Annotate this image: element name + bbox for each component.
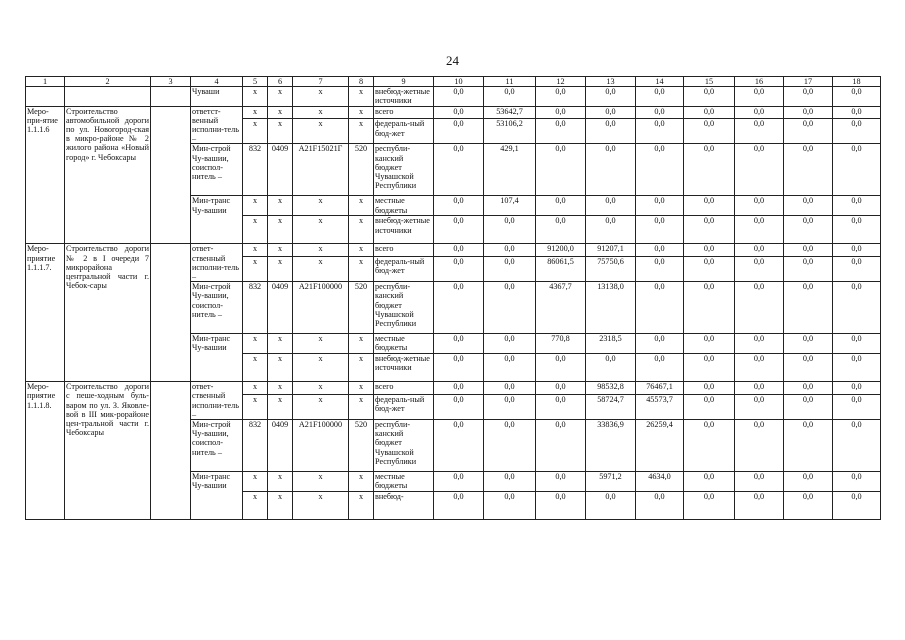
amount-cell: 0,0 (636, 119, 684, 144)
amount-cell: 0,0 (586, 87, 636, 106)
amount-cell: 4367,7 (536, 282, 586, 334)
section-cell: х (268, 334, 293, 354)
grbs-cell: х (243, 119, 268, 144)
amount-cell: 0,0 (434, 354, 484, 382)
amount-cell: 86061,5 (536, 257, 586, 282)
header-cell: 9 (374, 77, 434, 87)
section-cell: х (268, 382, 293, 395)
amount-cell: 0,0 (833, 106, 881, 119)
amount-cell: 0,0 (636, 354, 684, 382)
amount-cell: 76467,1 (636, 382, 684, 395)
target-article-cell: х (293, 244, 349, 257)
target-article-cell: А21F15021Г (293, 144, 349, 196)
funding-source-cell: местные бюджеты (374, 472, 434, 492)
amount-cell: 0,0 (684, 382, 735, 395)
header-cell: 8 (349, 77, 374, 87)
amount-cell: 0,0 (833, 282, 881, 334)
amount-cell: 53106,2 (484, 119, 536, 144)
amount-cell: 0,0 (684, 244, 735, 257)
amount-cell: 0,0 (484, 472, 536, 492)
amount-cell: 0,0 (636, 282, 684, 334)
header-cell: 11 (484, 77, 536, 87)
amount-cell: 0,0 (784, 119, 833, 144)
table-row (26, 382, 881, 395)
amount-cell: 0,0 (833, 492, 881, 520)
amount-cell: 0,0 (636, 216, 684, 244)
responsible-cell: Мин-транс Чу-вашии (191, 334, 243, 382)
amount-cell: 0,0 (484, 244, 536, 257)
section-cell: х (268, 106, 293, 119)
grbs-cell: х (243, 87, 268, 106)
event-cell: Меро-приятие 1.1.1.7. (26, 244, 65, 382)
expense-type-cell: х (349, 87, 374, 106)
funding-source-cell: внебюд-жетные источники (374, 216, 434, 244)
header-cell: 3 (151, 77, 191, 87)
grbs-cell: 832 (243, 282, 268, 334)
amount-cell: 0,0 (586, 119, 636, 144)
funding-source-cell: республи-канский бюджет Чувашской Республики (374, 144, 434, 196)
header-cell: 16 (735, 77, 784, 87)
header-cell: 5 (243, 77, 268, 87)
amount-cell: 0,0 (784, 420, 833, 472)
grbs-cell: 832 (243, 420, 268, 472)
table-row (26, 106, 881, 119)
amount-cell: 0,0 (735, 87, 784, 106)
amount-cell: 0,0 (434, 382, 484, 395)
amount-cell: 0,0 (434, 395, 484, 420)
amount-cell: 33836,9 (586, 420, 636, 472)
page-number: 24 (446, 53, 459, 68)
amount-cell: 0,0 (784, 472, 833, 492)
grbs-cell: х (243, 492, 268, 520)
amount-cell: 26259,4 (636, 420, 684, 472)
indicator-cell (151, 244, 191, 382)
amount-cell: 0,0 (684, 106, 735, 119)
event-cell (26, 87, 65, 106)
amount-cell: 91207,1 (586, 244, 636, 257)
funding-source-cell: внебюд- (374, 492, 434, 520)
amount-cell: 0,0 (735, 106, 784, 119)
amount-cell: 0,0 (536, 354, 586, 382)
amount-cell: 0,0 (684, 492, 735, 520)
expense-type-cell: 520 (349, 144, 374, 196)
target-article-cell: х (293, 492, 349, 520)
event-cell: Меро-приятие 1.1.1.8. (26, 382, 65, 520)
funding-source-cell: республи-канский бюджет Чувашской Республики (374, 420, 434, 472)
expense-type-cell: х (349, 492, 374, 520)
event-name-cell: Строительство автомобильной дороги по ул. Новогород-ская в микро-районе № 2 жилого района «Новый город» г. Чебоксары (65, 106, 151, 244)
expense-type-cell: х (349, 257, 374, 282)
amount-cell: 4634,0 (636, 472, 684, 492)
event-name-cell: Строительство дороги с пеше-ходным буль-варом по ул. З. Яковле-вой в III мик-рорайоне цен-тральной части г. Чебоксары (65, 382, 151, 520)
amount-cell: 0,0 (735, 382, 784, 395)
funding-source-cell: внебюд-жетные источники (374, 87, 434, 106)
amount-cell: 0,0 (735, 196, 784, 216)
amount-cell: 0,0 (735, 257, 784, 282)
expense-type-cell: 520 (349, 282, 374, 334)
amount-cell: 0,0 (434, 492, 484, 520)
header-cell: 7 (293, 77, 349, 87)
amount-cell: 0,0 (434, 196, 484, 216)
grbs-cell: х (243, 382, 268, 395)
header-row (26, 77, 881, 87)
funding-source-cell: местные бюджеты (374, 334, 434, 354)
amount-cell: 0,0 (536, 395, 586, 420)
amount-cell: 0,0 (833, 472, 881, 492)
indicator-cell (151, 87, 191, 106)
target-article-cell: х (293, 257, 349, 282)
amount-cell: 0,0 (684, 257, 735, 282)
amount-cell: 0,0 (833, 119, 881, 144)
amount-cell: 0,0 (735, 354, 784, 382)
amount-cell: 0,0 (434, 87, 484, 106)
target-article-cell: х (293, 395, 349, 420)
amount-cell: 0,0 (536, 420, 586, 472)
amount-cell: 0,0 (586, 144, 636, 196)
amount-cell: 0,0 (484, 257, 536, 282)
amount-cell: 0,0 (636, 334, 684, 354)
amount-cell: 0,0 (735, 472, 784, 492)
expense-type-cell: х (349, 106, 374, 119)
funding-source-cell: республи-канский бюджет Чувашской Республики (374, 282, 434, 334)
target-article-cell: х (293, 334, 349, 354)
amount-cell: 0,0 (684, 334, 735, 354)
target-article-cell: А21F100000 (293, 282, 349, 334)
expense-type-cell: х (349, 382, 374, 395)
grbs-cell: 832 (243, 144, 268, 196)
target-article-cell: х (293, 472, 349, 492)
grbs-cell: х (243, 472, 268, 492)
amount-cell: 0,0 (833, 144, 881, 196)
table-row (26, 87, 881, 106)
amount-cell: 0,0 (536, 216, 586, 244)
amount-cell: 0,0 (434, 334, 484, 354)
grbs-cell: х (243, 257, 268, 282)
amount-cell: 0,0 (784, 144, 833, 196)
grbs-cell: х (243, 334, 268, 354)
table-row (26, 244, 881, 257)
expense-type-cell: х (349, 334, 374, 354)
expense-type-cell: х (349, 472, 374, 492)
responsible-cell: Мин-строй Чу-вашии, соиспол-нитель – (191, 420, 243, 472)
indicator-cell (151, 106, 191, 244)
section-cell: х (268, 119, 293, 144)
amount-cell: 0,0 (784, 87, 833, 106)
amount-cell: 0,0 (536, 106, 586, 119)
amount-cell: 0,0 (833, 420, 881, 472)
amount-cell: 0,0 (586, 492, 636, 520)
amount-cell: 0,0 (484, 354, 536, 382)
amount-cell: 0,0 (784, 196, 833, 216)
amount-cell: 0,0 (536, 196, 586, 216)
amount-cell: 98532,8 (586, 382, 636, 395)
section-cell: х (268, 354, 293, 382)
amount-cell: 0,0 (484, 395, 536, 420)
section-cell: х (268, 395, 293, 420)
amount-cell: 0,0 (784, 282, 833, 334)
amount-cell: 0,0 (586, 216, 636, 244)
amount-cell: 0,0 (784, 244, 833, 257)
amount-cell: 75750,6 (586, 257, 636, 282)
amount-cell: 0,0 (833, 216, 881, 244)
amount-cell: 0,0 (833, 244, 881, 257)
target-article-cell: х (293, 354, 349, 382)
amount-cell: 0,0 (536, 87, 586, 106)
amount-cell: 429,1 (484, 144, 536, 196)
grbs-cell: х (243, 244, 268, 257)
target-article-cell: х (293, 196, 349, 216)
amount-cell: 0,0 (784, 334, 833, 354)
amount-cell: 0,0 (434, 144, 484, 196)
amount-cell: 0,0 (784, 395, 833, 420)
section-cell: х (268, 87, 293, 106)
amount-cell: 0,0 (833, 257, 881, 282)
section-cell: х (268, 196, 293, 216)
section-cell: х (268, 472, 293, 492)
amount-cell: 0,0 (586, 354, 636, 382)
amount-cell: 0,0 (536, 472, 586, 492)
target-article-cell: х (293, 382, 349, 395)
expense-type-cell: 520 (349, 420, 374, 472)
header-cell: 1 (26, 77, 65, 87)
amount-cell: 58724,7 (586, 395, 636, 420)
amount-cell: 53642,7 (484, 106, 536, 119)
amount-cell: 0,0 (684, 354, 735, 382)
amount-cell: 0,0 (636, 492, 684, 520)
amount-cell: 0,0 (735, 216, 784, 244)
amount-cell: 0,0 (484, 492, 536, 520)
amount-cell: 770,8 (536, 334, 586, 354)
amount-cell: 0,0 (434, 106, 484, 119)
grbs-cell: х (243, 216, 268, 244)
header-cell: 14 (636, 77, 684, 87)
amount-cell: 91200,0 (536, 244, 586, 257)
amount-cell: 0,0 (833, 395, 881, 420)
amount-cell: 0,0 (434, 282, 484, 334)
expense-type-cell: х (349, 119, 374, 144)
grbs-cell: х (243, 196, 268, 216)
amount-cell: 0,0 (784, 106, 833, 119)
amount-cell: 0,0 (434, 216, 484, 244)
amount-cell: 0,0 (784, 492, 833, 520)
amount-cell: 0,0 (636, 244, 684, 257)
amount-cell: 0,0 (684, 395, 735, 420)
header-cell: 15 (684, 77, 735, 87)
funding-source-cell: федераль-ный бюд-жет (374, 395, 434, 420)
grbs-cell: х (243, 395, 268, 420)
amount-cell: 0,0 (735, 492, 784, 520)
amount-cell: 0,0 (586, 106, 636, 119)
amount-cell: 45573,7 (636, 395, 684, 420)
amount-cell: 0,0 (735, 282, 784, 334)
responsible-cell: ответ-ственный исполни-тель – (191, 244, 243, 282)
target-article-cell: х (293, 87, 349, 106)
section-cell: 0409 (268, 282, 293, 334)
target-article-cell: х (293, 216, 349, 244)
section-cell: х (268, 492, 293, 520)
expense-type-cell: х (349, 244, 374, 257)
amount-cell: 0,0 (636, 87, 684, 106)
responsible-cell: ответ-ственный исполни-тель – (191, 382, 243, 420)
header-cell: 18 (833, 77, 881, 87)
section-cell: х (268, 257, 293, 282)
amount-cell: 0,0 (434, 257, 484, 282)
amount-cell: 0,0 (484, 282, 536, 334)
funding-source-cell: федераль-ный бюд-жет (374, 119, 434, 144)
funding-source-cell: всего (374, 244, 434, 257)
header-cell: 13 (586, 77, 636, 87)
responsible-cell: Мин-транс Чу-вашии (191, 472, 243, 520)
grbs-cell: х (243, 106, 268, 119)
amount-cell: 0,0 (684, 216, 735, 244)
expense-type-cell: х (349, 395, 374, 420)
responsible-cell: Чуваши (191, 87, 243, 106)
amount-cell: 0,0 (536, 144, 586, 196)
amount-cell: 0,0 (484, 87, 536, 106)
amount-cell: 0,0 (784, 216, 833, 244)
indicator-cell (151, 382, 191, 520)
amount-cell: 0,0 (735, 334, 784, 354)
amount-cell: 0,0 (636, 106, 684, 119)
header-cell: 4 (191, 77, 243, 87)
header-cell: 2 (65, 77, 151, 87)
amount-cell: 0,0 (684, 144, 735, 196)
amount-cell: 0,0 (536, 382, 586, 395)
amount-cell: 0,0 (684, 472, 735, 492)
header-cell: 12 (536, 77, 586, 87)
amount-cell: 0,0 (735, 420, 784, 472)
amount-cell: 0,0 (684, 420, 735, 472)
amount-cell: 0,0 (484, 420, 536, 472)
amount-cell: 0,0 (784, 354, 833, 382)
amount-cell: 0,0 (434, 244, 484, 257)
amount-cell: 0,0 (833, 334, 881, 354)
section-cell: 0409 (268, 420, 293, 472)
funding-source-cell: всего (374, 382, 434, 395)
amount-cell: 0,0 (684, 87, 735, 106)
amount-cell: 0,0 (735, 244, 784, 257)
grbs-cell: х (243, 354, 268, 382)
amount-cell: 0,0 (784, 382, 833, 395)
amount-cell: 0,0 (784, 257, 833, 282)
expense-type-cell: х (349, 354, 374, 382)
amount-cell: 0,0 (484, 334, 536, 354)
section-cell: х (268, 244, 293, 257)
event-name-cell (65, 87, 151, 106)
amount-cell: 0,0 (586, 196, 636, 216)
amount-cell: 5971,2 (586, 472, 636, 492)
target-article-cell: А21F100000 (293, 420, 349, 472)
target-article-cell: х (293, 119, 349, 144)
expense-type-cell: х (349, 216, 374, 244)
amount-cell: 0,0 (484, 216, 536, 244)
section-cell: 0409 (268, 144, 293, 196)
amount-cell: 0,0 (833, 87, 881, 106)
amount-cell: 0,0 (536, 119, 586, 144)
amount-cell: 0,0 (684, 282, 735, 334)
event-cell: Меро-при-ятие 1.1.1.6 (26, 106, 65, 244)
amount-cell: 0,0 (833, 382, 881, 395)
amount-cell: 2318,5 (586, 334, 636, 354)
responsible-cell: Мин-транс Чу-вашии (191, 196, 243, 244)
event-name-cell: Строительство дороги № 2 в I очереди 7 микрорайона центральной части г. Чебок-сары (65, 244, 151, 382)
funding-source-cell: федераль-ный бюд-жет (374, 257, 434, 282)
amount-cell: 0,0 (434, 472, 484, 492)
responsible-cell: Мин-строй Чу-вашии, соиспол-нитель – (191, 144, 243, 196)
amount-cell: 0,0 (636, 196, 684, 216)
amount-cell: 0,0 (684, 119, 735, 144)
target-article-cell: х (293, 106, 349, 119)
responsible-cell: Мин-строй Чу-вашии, соиспол-нитель – (191, 282, 243, 334)
responsible-cell: ответст-венный исполни-тель – (191, 106, 243, 144)
amount-cell: 0,0 (684, 196, 735, 216)
amount-cell: 0,0 (833, 354, 881, 382)
amount-cell: 0,0 (536, 492, 586, 520)
funding-source-cell: внебюд-жетные источники (374, 354, 434, 382)
amount-cell: 0,0 (636, 257, 684, 282)
budget-table (25, 76, 881, 520)
amount-cell: 0,0 (735, 395, 784, 420)
funding-source-cell: местные бюджеты (374, 196, 434, 216)
header-cell: 10 (434, 77, 484, 87)
funding-source-cell: всего (374, 106, 434, 119)
section-cell: х (268, 216, 293, 244)
amount-cell: 0,0 (434, 119, 484, 144)
header-cell: 17 (784, 77, 833, 87)
amount-cell: 0,0 (434, 420, 484, 472)
amount-cell: 13138,0 (586, 282, 636, 334)
amount-cell: 0,0 (735, 119, 784, 144)
expense-type-cell: х (349, 196, 374, 216)
amount-cell: 0,0 (833, 196, 881, 216)
amount-cell: 0,0 (735, 144, 784, 196)
header-cell: 6 (268, 77, 293, 87)
amount-cell: 0,0 (636, 144, 684, 196)
amount-cell: 0,0 (484, 382, 536, 395)
amount-cell: 107,4 (484, 196, 536, 216)
